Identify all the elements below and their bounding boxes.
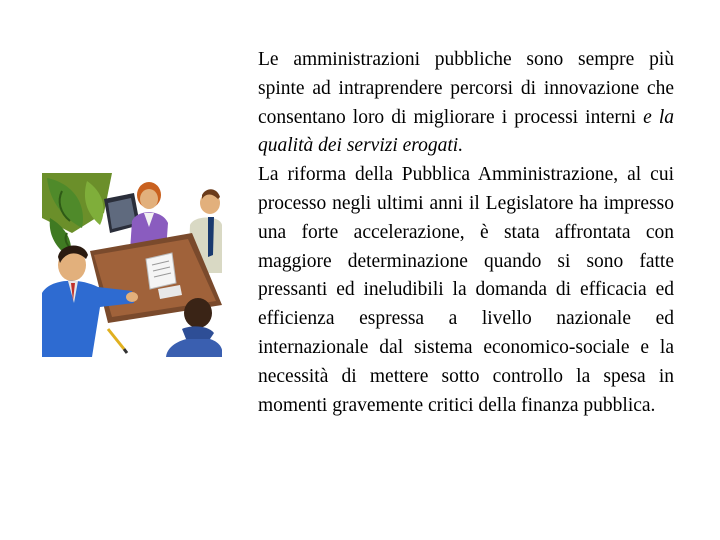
body-text: [258, 46, 674, 420]
paragraph-reform: La riforma della Pubblica Amministrazione, al cui processo negli ultimi anni il Legislatore ha impresso una forte accelerazione, è stata affrontata con maggiore determinazione quando si sono fatte pressanti ed ineludibili la domanda di efficacia ed efficienza espressa a livello nazionale ed internazionale dal sistema economico-sociale e la necessità di mettere sotto controllo la spesa in momenti gravemente critici della finanza pubblica.: [258, 164, 674, 416]
paragraph-innovation-text: Le amministrazioni pubbliche sono sempre più spinte ad intraprendere percorsi di innovazione che consentano loro di migliorare i processi interni: [258, 49, 674, 128]
paragraph-innovation: [258, 46, 674, 161]
paragraph-innovation-emphasis: e la qualità dei servizi erogati.: [258, 106, 674, 157]
plant-leaves: [42, 173, 112, 258]
business-meeting-clipart: [42, 173, 222, 357]
pen: [108, 329, 127, 353]
